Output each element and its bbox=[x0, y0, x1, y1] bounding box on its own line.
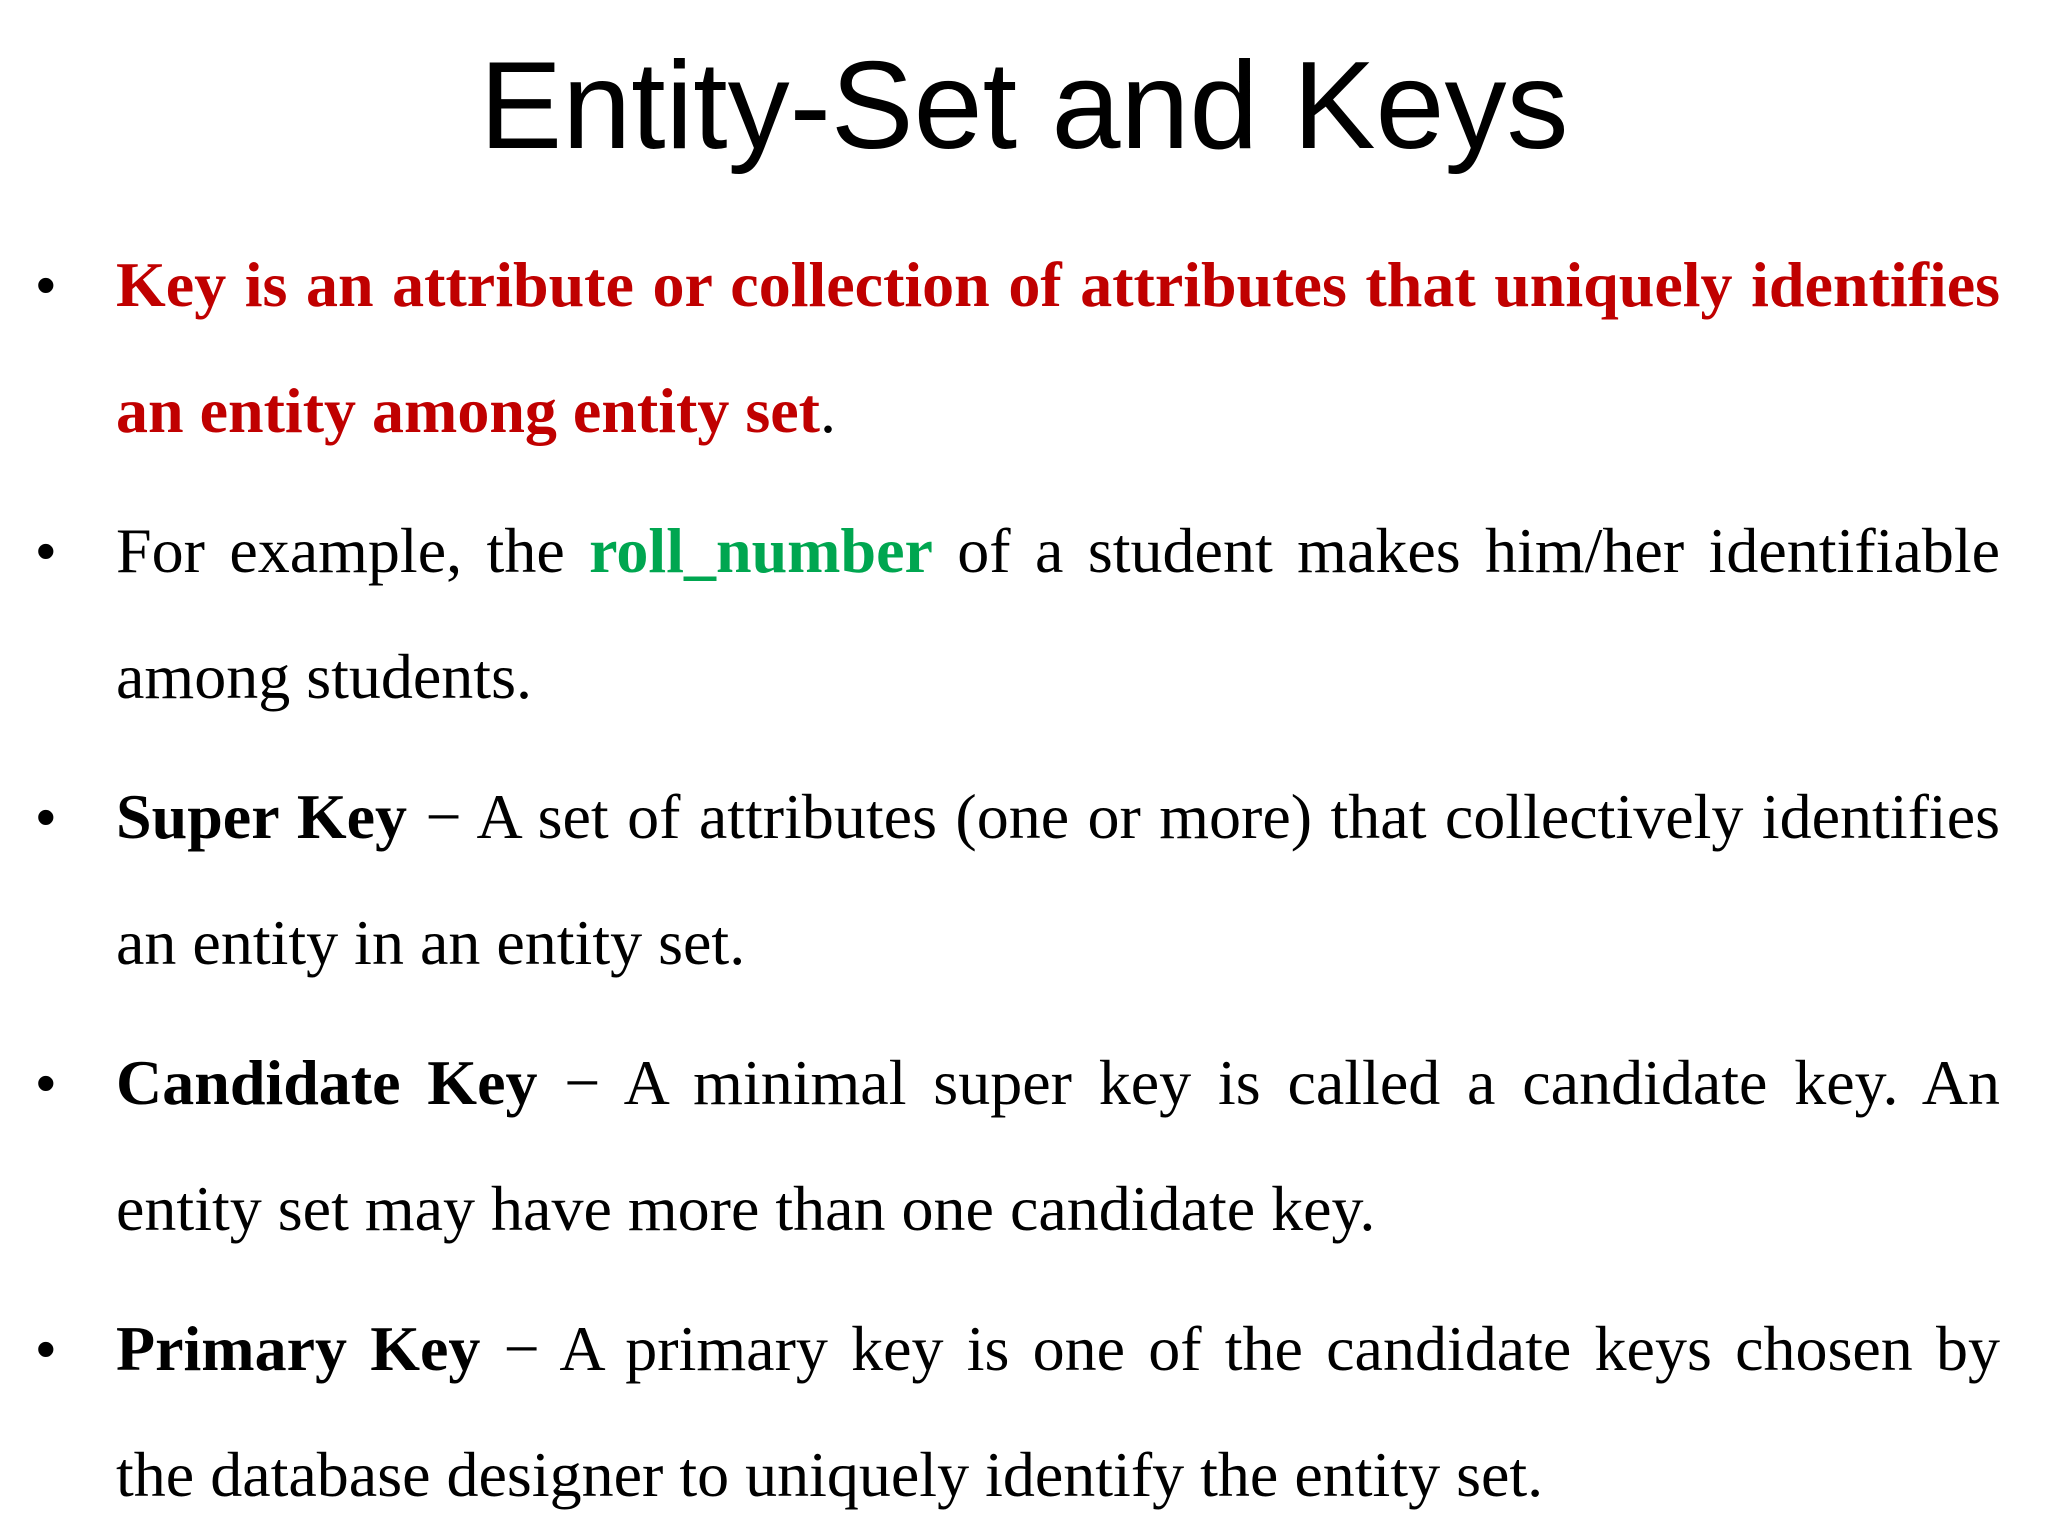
bullet-dot-icon: • bbox=[36, 1051, 56, 1114]
super-key-definition: − A set of attributes (one or more) that collectively identifies an entity in an entity set. bbox=[116, 781, 2000, 978]
key-definition-period: . bbox=[819, 375, 836, 446]
bullet-primary-key bbox=[0, 1286, 2048, 1536]
roll-number-highlight: roll_number bbox=[589, 515, 933, 586]
bullet-key-definition bbox=[0, 222, 2048, 474]
bullet-dot-icon: • bbox=[36, 785, 56, 848]
bullet-list bbox=[0, 222, 2048, 1536]
bullet-candidate-key bbox=[0, 1020, 2048, 1272]
bullet-example bbox=[0, 488, 2048, 740]
super-key-term: Super Key bbox=[116, 781, 408, 852]
example-text-after: of a student makes him/her identifiable among students. bbox=[116, 515, 2001, 712]
example-text-before: For example, the bbox=[116, 515, 590, 586]
slide-title: Entity-Set and Keys bbox=[479, 37, 1569, 175]
bullet-dot-icon: • bbox=[36, 253, 56, 316]
primary-key-term: Primary Key bbox=[116, 1313, 481, 1384]
candidate-key-definition: − A minimal super key is called a candidate key. An entity set may have more than one candidate key. bbox=[116, 1047, 2001, 1244]
candidate-key-term: Candidate Key bbox=[116, 1047, 538, 1118]
bullet-super-key bbox=[0, 754, 2048, 1006]
bullet-dot-icon: • bbox=[36, 519, 56, 582]
bullet-dot-icon: • bbox=[36, 1317, 56, 1380]
key-definition-text: Key is an attribute or collection of attributes that uniquely identifies an entity among entity set bbox=[116, 249, 2000, 446]
primary-key-definition: − A primary key is one of the candidate keys chosen by the database designer to uniquely identify the entity set. bbox=[116, 1313, 2001, 1510]
